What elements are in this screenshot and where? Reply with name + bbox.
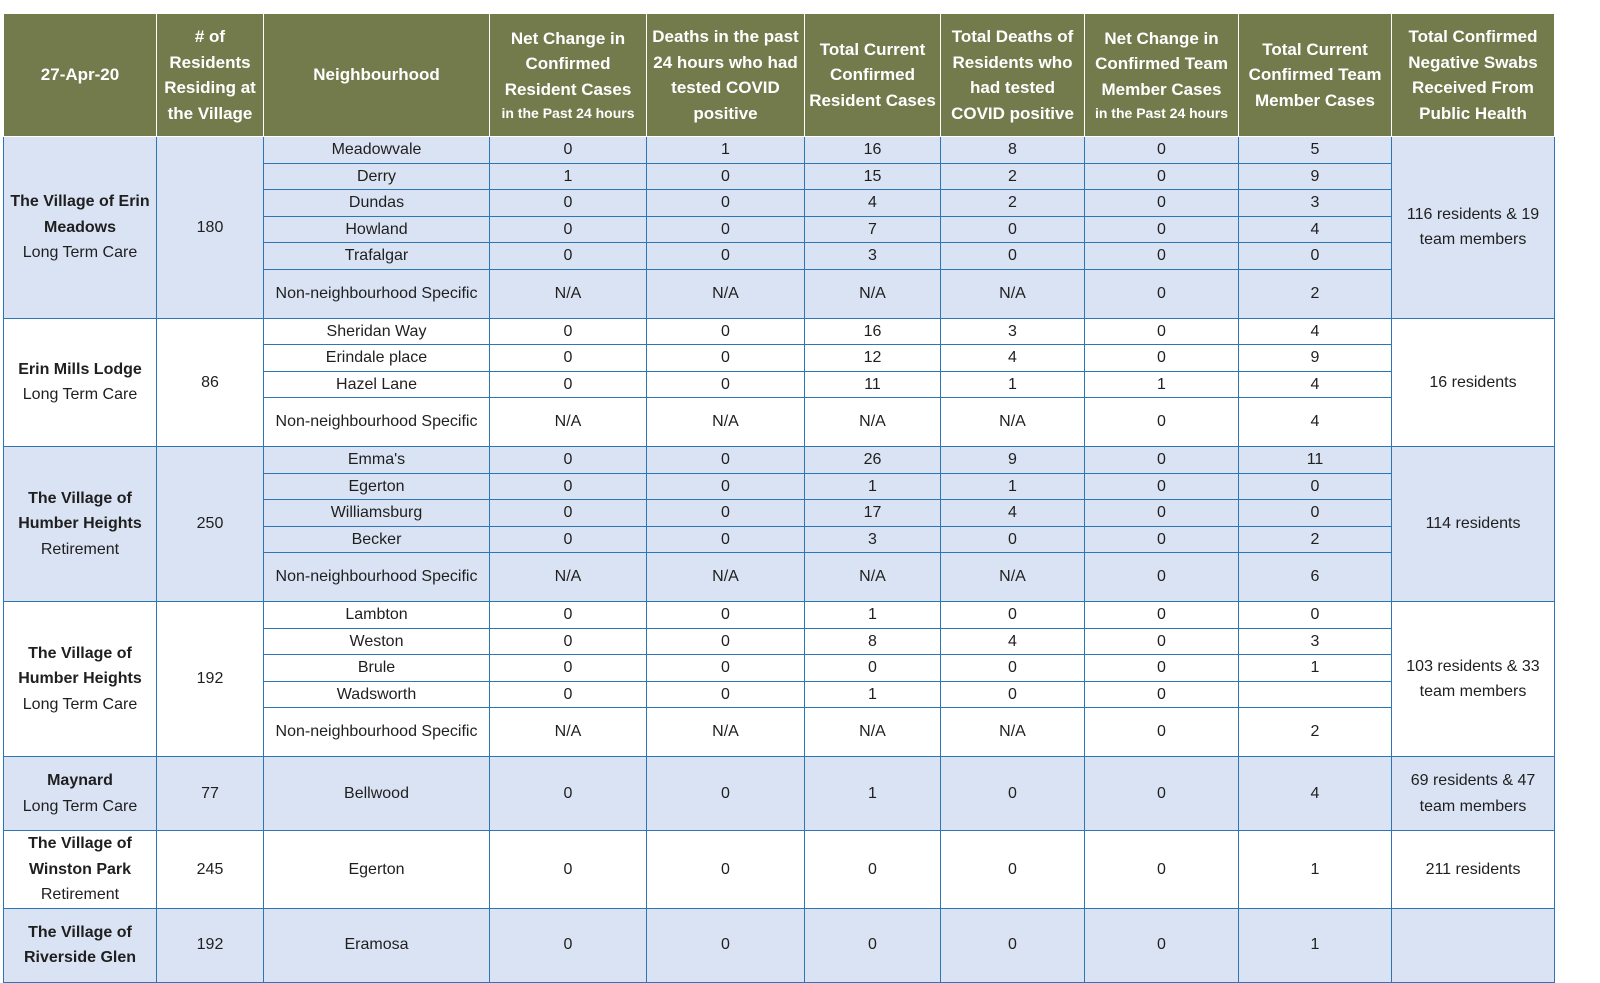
total-team-cases: 5 bbox=[1239, 137, 1392, 164]
deaths-past-24h: N/A bbox=[647, 708, 805, 757]
village-group bbox=[4, 757, 1555, 831]
neighbourhood-name: Meadowvale bbox=[264, 137, 490, 164]
negative-swabs: 211 residents bbox=[1392, 831, 1555, 909]
net-change-resident-cases: 0 bbox=[490, 447, 647, 474]
net-change-team-cases: 0 bbox=[1085, 318, 1239, 345]
total-resident-cases: 16 bbox=[805, 137, 941, 164]
village-name: Maynard bbox=[47, 772, 113, 789]
total-resident-cases: 8 bbox=[805, 628, 941, 655]
net-change-team-cases: 0 bbox=[1085, 345, 1239, 372]
total-team-cases: 0 bbox=[1239, 243, 1392, 270]
total-team-cases: 1 bbox=[1239, 908, 1392, 982]
village-type: Retirement bbox=[40, 540, 120, 558]
deaths-past-24h: 0 bbox=[647, 318, 805, 345]
village-name: The Village of Winston Park bbox=[28, 835, 132, 878]
net-change-resident-cases: 0 bbox=[490, 655, 647, 682]
village-cell bbox=[4, 908, 157, 982]
deaths-past-24h: 0 bbox=[647, 831, 805, 909]
neighbourhood-name: Sheridan Way bbox=[264, 318, 490, 345]
total-resident-cases: 1 bbox=[805, 681, 941, 708]
village-type: Long Term Care bbox=[22, 386, 138, 404]
total-resident-deaths: 2 bbox=[941, 190, 1085, 217]
village-type: Long Term Care bbox=[22, 244, 138, 261]
table-row bbox=[4, 602, 1555, 629]
header-total-deaths: Total Deaths of Residents who had tested COVID positive bbox=[941, 14, 1085, 137]
total-resident-cases: 11 bbox=[805, 371, 941, 398]
header-total-resident-cases: Total Current Confirmed Resident Cases bbox=[805, 14, 941, 137]
deaths-past-24h: 0 bbox=[647, 757, 805, 831]
net-change-team-cases: 0 bbox=[1085, 757, 1239, 831]
neighbourhood-name: Becker bbox=[264, 526, 490, 553]
negative-swabs: 116 residents & 19 team members bbox=[1392, 137, 1555, 319]
net-change-resident-cases: 0 bbox=[490, 908, 647, 982]
header-deaths-24h: Deaths in the past 24 hours who had tested COVID positive bbox=[647, 14, 805, 137]
total-team-cases: 4 bbox=[1239, 757, 1392, 831]
table-row bbox=[4, 137, 1555, 164]
net-change-resident-cases: N/A bbox=[490, 708, 647, 757]
total-resident-deaths: 0 bbox=[941, 655, 1085, 682]
net-change-team-cases: 0 bbox=[1085, 628, 1239, 655]
deaths-past-24h: 0 bbox=[647, 500, 805, 527]
total-resident-deaths: 0 bbox=[941, 908, 1085, 982]
deaths-past-24h: 0 bbox=[647, 473, 805, 500]
deaths-past-24h: 0 bbox=[647, 908, 805, 982]
deaths-past-24h: N/A bbox=[647, 398, 805, 447]
total-team-cases: 11 bbox=[1239, 447, 1392, 474]
neighbourhood-name: Non-neighbourhood Specific bbox=[264, 553, 490, 602]
deaths-past-24h: 0 bbox=[647, 345, 805, 372]
residents-count: 86 bbox=[157, 318, 264, 447]
covid-status-table bbox=[3, 13, 1555, 983]
table-row bbox=[4, 831, 1555, 909]
total-resident-deaths: 0 bbox=[941, 602, 1085, 629]
net-change-resident-cases: 0 bbox=[490, 757, 647, 831]
total-resident-cases: 0 bbox=[805, 908, 941, 982]
total-team-cases: 1 bbox=[1239, 655, 1392, 682]
village-name: The Village of Humber Heights bbox=[18, 489, 142, 533]
total-resident-cases: 0 bbox=[805, 655, 941, 682]
total-resident-cases: 16 bbox=[805, 318, 941, 345]
net-change-resident-cases: 0 bbox=[490, 318, 647, 345]
header-net-change-resident-sub: in the Past 24 hours bbox=[501, 105, 635, 122]
total-resident-cases: N/A bbox=[805, 708, 941, 757]
total-team-cases: 9 bbox=[1239, 345, 1392, 372]
total-resident-deaths: N/A bbox=[941, 398, 1085, 447]
deaths-past-24h: 0 bbox=[647, 243, 805, 270]
total-resident-deaths: 0 bbox=[941, 216, 1085, 243]
neighbourhood-name: Howland bbox=[264, 216, 490, 243]
total-team-cases: 1 bbox=[1239, 831, 1392, 909]
net-change-resident-cases: 1 bbox=[490, 163, 647, 190]
total-team-cases: 4 bbox=[1239, 318, 1392, 345]
total-resident-cases: N/A bbox=[805, 398, 941, 447]
net-change-team-cases: 0 bbox=[1085, 447, 1239, 474]
deaths-past-24h: 1 bbox=[647, 137, 805, 164]
neighbourhood-name: Hazel Lane bbox=[264, 371, 490, 398]
net-change-team-cases: 0 bbox=[1085, 473, 1239, 500]
neighbourhood-name: Non-neighbourhood Specific bbox=[264, 398, 490, 447]
header-net-change-resident-label: Net Change in Confirmed Resident Cases bbox=[504, 28, 632, 99]
net-change-team-cases: 0 bbox=[1085, 602, 1239, 629]
neighbourhood-name: Dundas bbox=[264, 190, 490, 217]
neighbourhood-name: Williamsburg bbox=[264, 500, 490, 527]
neighbourhood-name: Weston bbox=[264, 628, 490, 655]
total-resident-deaths: 2 bbox=[941, 163, 1085, 190]
village-group bbox=[4, 137, 1555, 319]
net-change-resident-cases: 0 bbox=[490, 243, 647, 270]
net-change-resident-cases: 0 bbox=[490, 500, 647, 527]
net-change-resident-cases: 0 bbox=[490, 190, 647, 217]
total-resident-deaths: 9 bbox=[941, 447, 1085, 474]
net-change-resident-cases: 0 bbox=[490, 681, 647, 708]
net-change-team-cases: 1 bbox=[1085, 371, 1239, 398]
total-resident-deaths: 1 bbox=[941, 473, 1085, 500]
total-resident-cases: 3 bbox=[805, 526, 941, 553]
total-resident-cases: 1 bbox=[805, 473, 941, 500]
net-change-team-cases: 0 bbox=[1085, 500, 1239, 527]
neighbourhood-name: Emma's bbox=[264, 447, 490, 474]
net-change-team-cases: 0 bbox=[1085, 269, 1239, 318]
total-resident-cases: N/A bbox=[805, 269, 941, 318]
net-change-team-cases: 0 bbox=[1085, 681, 1239, 708]
residents-count: 250 bbox=[157, 447, 264, 602]
total-resident-deaths: 0 bbox=[941, 526, 1085, 553]
net-change-team-cases: 0 bbox=[1085, 190, 1239, 217]
net-change-resident-cases: 0 bbox=[490, 628, 647, 655]
total-team-cases: 4 bbox=[1239, 371, 1392, 398]
village-cell bbox=[4, 447, 157, 602]
village-cell bbox=[4, 318, 157, 447]
neighbourhood-name: Egerton bbox=[264, 831, 490, 909]
deaths-past-24h: 0 bbox=[647, 681, 805, 708]
neighbourhood-name: Lambton bbox=[264, 602, 490, 629]
neighbourhood-name: Erindale place bbox=[264, 345, 490, 372]
total-team-cases bbox=[1239, 681, 1392, 708]
village-group bbox=[4, 831, 1555, 909]
total-resident-deaths: 1 bbox=[941, 371, 1085, 398]
net-change-team-cases: 0 bbox=[1085, 831, 1239, 909]
header-date: 27-Apr-20 bbox=[4, 14, 157, 137]
net-change-resident-cases: 0 bbox=[490, 137, 647, 164]
total-resident-cases: 0 bbox=[805, 831, 941, 909]
total-team-cases: 2 bbox=[1239, 269, 1392, 318]
residents-count: 77 bbox=[157, 757, 264, 831]
village-name: The Village of Erin Meadows bbox=[10, 193, 150, 236]
total-resident-deaths: 4 bbox=[941, 500, 1085, 527]
village-group bbox=[4, 447, 1555, 602]
total-resident-cases: 7 bbox=[805, 216, 941, 243]
negative-swabs: 16 residents bbox=[1392, 318, 1555, 447]
residents-count: 180 bbox=[157, 137, 264, 319]
total-resident-cases: 4 bbox=[805, 190, 941, 217]
net-change-team-cases: 0 bbox=[1085, 908, 1239, 982]
net-change-resident-cases: 0 bbox=[490, 473, 647, 500]
deaths-past-24h: 0 bbox=[647, 216, 805, 243]
residents-count: 192 bbox=[157, 908, 264, 982]
net-change-resident-cases: 0 bbox=[490, 345, 647, 372]
negative-swabs: 103 residents & 33 team members bbox=[1392, 602, 1555, 757]
village-group bbox=[4, 602, 1555, 757]
neighbourhood-name: Non-neighbourhood Specific bbox=[264, 708, 490, 757]
header-net-change-resident bbox=[490, 14, 647, 137]
residents-count: 192 bbox=[157, 602, 264, 757]
net-change-team-cases: 0 bbox=[1085, 137, 1239, 164]
table-row bbox=[4, 908, 1555, 982]
net-change-resident-cases: 0 bbox=[490, 371, 647, 398]
deaths-past-24h: 0 bbox=[647, 628, 805, 655]
net-change-resident-cases: 0 bbox=[490, 831, 647, 909]
deaths-past-24h: 0 bbox=[647, 371, 805, 398]
table-row bbox=[4, 318, 1555, 345]
net-change-team-cases: 0 bbox=[1085, 553, 1239, 602]
village-name: The Village of Riverside Glen bbox=[23, 923, 137, 966]
total-team-cases: 2 bbox=[1239, 708, 1392, 757]
header-neighbourhood: Neighbourhood bbox=[264, 14, 490, 137]
net-change-resident-cases: 0 bbox=[490, 216, 647, 243]
residents-count: 245 bbox=[157, 831, 264, 909]
net-change-team-cases: 0 bbox=[1085, 163, 1239, 190]
header-total-team-cases: Total Current Confirmed Team Member Cases bbox=[1239, 14, 1392, 137]
total-team-cases: 0 bbox=[1239, 602, 1392, 629]
neighbourhood-name: Wadsworth bbox=[264, 681, 490, 708]
deaths-past-24h: N/A bbox=[647, 553, 805, 602]
net-change-resident-cases: 0 bbox=[490, 602, 647, 629]
total-resident-cases: 3 bbox=[805, 243, 941, 270]
neighbourhood-name: Eramosa bbox=[264, 908, 490, 982]
negative-swabs bbox=[1392, 908, 1555, 982]
table-row bbox=[4, 447, 1555, 474]
total-team-cases: 9 bbox=[1239, 163, 1392, 190]
total-resident-cases: 15 bbox=[805, 163, 941, 190]
deaths-past-24h: 0 bbox=[647, 447, 805, 474]
table-header bbox=[4, 14, 1555, 137]
total-resident-cases: 17 bbox=[805, 500, 941, 527]
village-group bbox=[4, 908, 1555, 982]
net-change-resident-cases: N/A bbox=[490, 553, 647, 602]
village-cell bbox=[4, 831, 157, 909]
neighbourhood-name: Egerton bbox=[264, 473, 490, 500]
village-type: Long Term Care bbox=[22, 797, 138, 815]
village-type: Long Term Care bbox=[22, 695, 138, 713]
total-team-cases: 0 bbox=[1239, 500, 1392, 527]
deaths-past-24h: 0 bbox=[647, 163, 805, 190]
total-team-cases: 4 bbox=[1239, 216, 1392, 243]
deaths-past-24h: 0 bbox=[647, 602, 805, 629]
total-resident-cases: 1 bbox=[805, 602, 941, 629]
total-team-cases: 2 bbox=[1239, 526, 1392, 553]
total-resident-deaths: 0 bbox=[941, 681, 1085, 708]
village-cell bbox=[4, 757, 157, 831]
net-change-team-cases: 0 bbox=[1085, 526, 1239, 553]
total-team-cases: 3 bbox=[1239, 190, 1392, 217]
total-team-cases: 0 bbox=[1239, 473, 1392, 500]
net-change-resident-cases: 0 bbox=[490, 526, 647, 553]
village-type: Retirement bbox=[40, 886, 120, 903]
total-team-cases: 4 bbox=[1239, 398, 1392, 447]
net-change-team-cases: 0 bbox=[1085, 708, 1239, 757]
deaths-past-24h: N/A bbox=[647, 269, 805, 318]
village-name: Erin Mills Lodge bbox=[18, 360, 142, 378]
total-resident-deaths: N/A bbox=[941, 269, 1085, 318]
total-resident-cases: 1 bbox=[805, 757, 941, 831]
total-team-cases: 6 bbox=[1239, 553, 1392, 602]
total-resident-deaths: 8 bbox=[941, 137, 1085, 164]
header-negative-swabs: Total Confirmed Negative Swabs Received From Public Health bbox=[1392, 14, 1555, 137]
total-resident-deaths: 0 bbox=[941, 831, 1085, 909]
net-change-team-cases: 0 bbox=[1085, 655, 1239, 682]
neighbourhood-name: Brule bbox=[264, 655, 490, 682]
neighbourhood-name: Bellwood bbox=[264, 757, 490, 831]
total-resident-deaths: N/A bbox=[941, 708, 1085, 757]
total-resident-cases: 12 bbox=[805, 345, 941, 372]
net-change-team-cases: 0 bbox=[1085, 398, 1239, 447]
deaths-past-24h: 0 bbox=[647, 190, 805, 217]
net-change-team-cases: 0 bbox=[1085, 216, 1239, 243]
total-resident-deaths: 3 bbox=[941, 318, 1085, 345]
village-cell bbox=[4, 602, 157, 757]
negative-swabs: 69 residents & 47 team members bbox=[1392, 757, 1555, 831]
village-name: The Village of Humber Heights bbox=[18, 644, 142, 688]
total-resident-deaths: 4 bbox=[941, 628, 1085, 655]
neighbourhood-name: Derry bbox=[264, 163, 490, 190]
deaths-past-24h: 0 bbox=[647, 655, 805, 682]
neighbourhood-name: Non-neighbourhood Specific bbox=[264, 269, 490, 318]
total-resident-cases: N/A bbox=[805, 553, 941, 602]
total-resident-deaths: 0 bbox=[941, 243, 1085, 270]
total-team-cases: 3 bbox=[1239, 628, 1392, 655]
total-resident-cases: 26 bbox=[805, 447, 941, 474]
header-net-change-team bbox=[1085, 14, 1239, 137]
total-resident-deaths: N/A bbox=[941, 553, 1085, 602]
village-group bbox=[4, 318, 1555, 447]
negative-swabs: 114 residents bbox=[1392, 447, 1555, 602]
header-net-change-team-sub: in the Past 24 hours bbox=[1094, 105, 1229, 122]
net-change-team-cases: 0 bbox=[1085, 243, 1239, 270]
header-net-change-team-label: Net Change in Confirmed Team Member Cases bbox=[1095, 28, 1228, 99]
total-resident-deaths: 0 bbox=[941, 757, 1085, 831]
neighbourhood-name: Trafalgar bbox=[264, 243, 490, 270]
table-row bbox=[4, 757, 1555, 831]
village-cell bbox=[4, 137, 157, 319]
total-resident-deaths: 4 bbox=[941, 345, 1085, 372]
deaths-past-24h: 0 bbox=[647, 526, 805, 553]
header-residents: # of Residents Residing at the Village bbox=[157, 14, 264, 137]
net-change-resident-cases: N/A bbox=[490, 398, 647, 447]
net-change-resident-cases: N/A bbox=[490, 269, 647, 318]
